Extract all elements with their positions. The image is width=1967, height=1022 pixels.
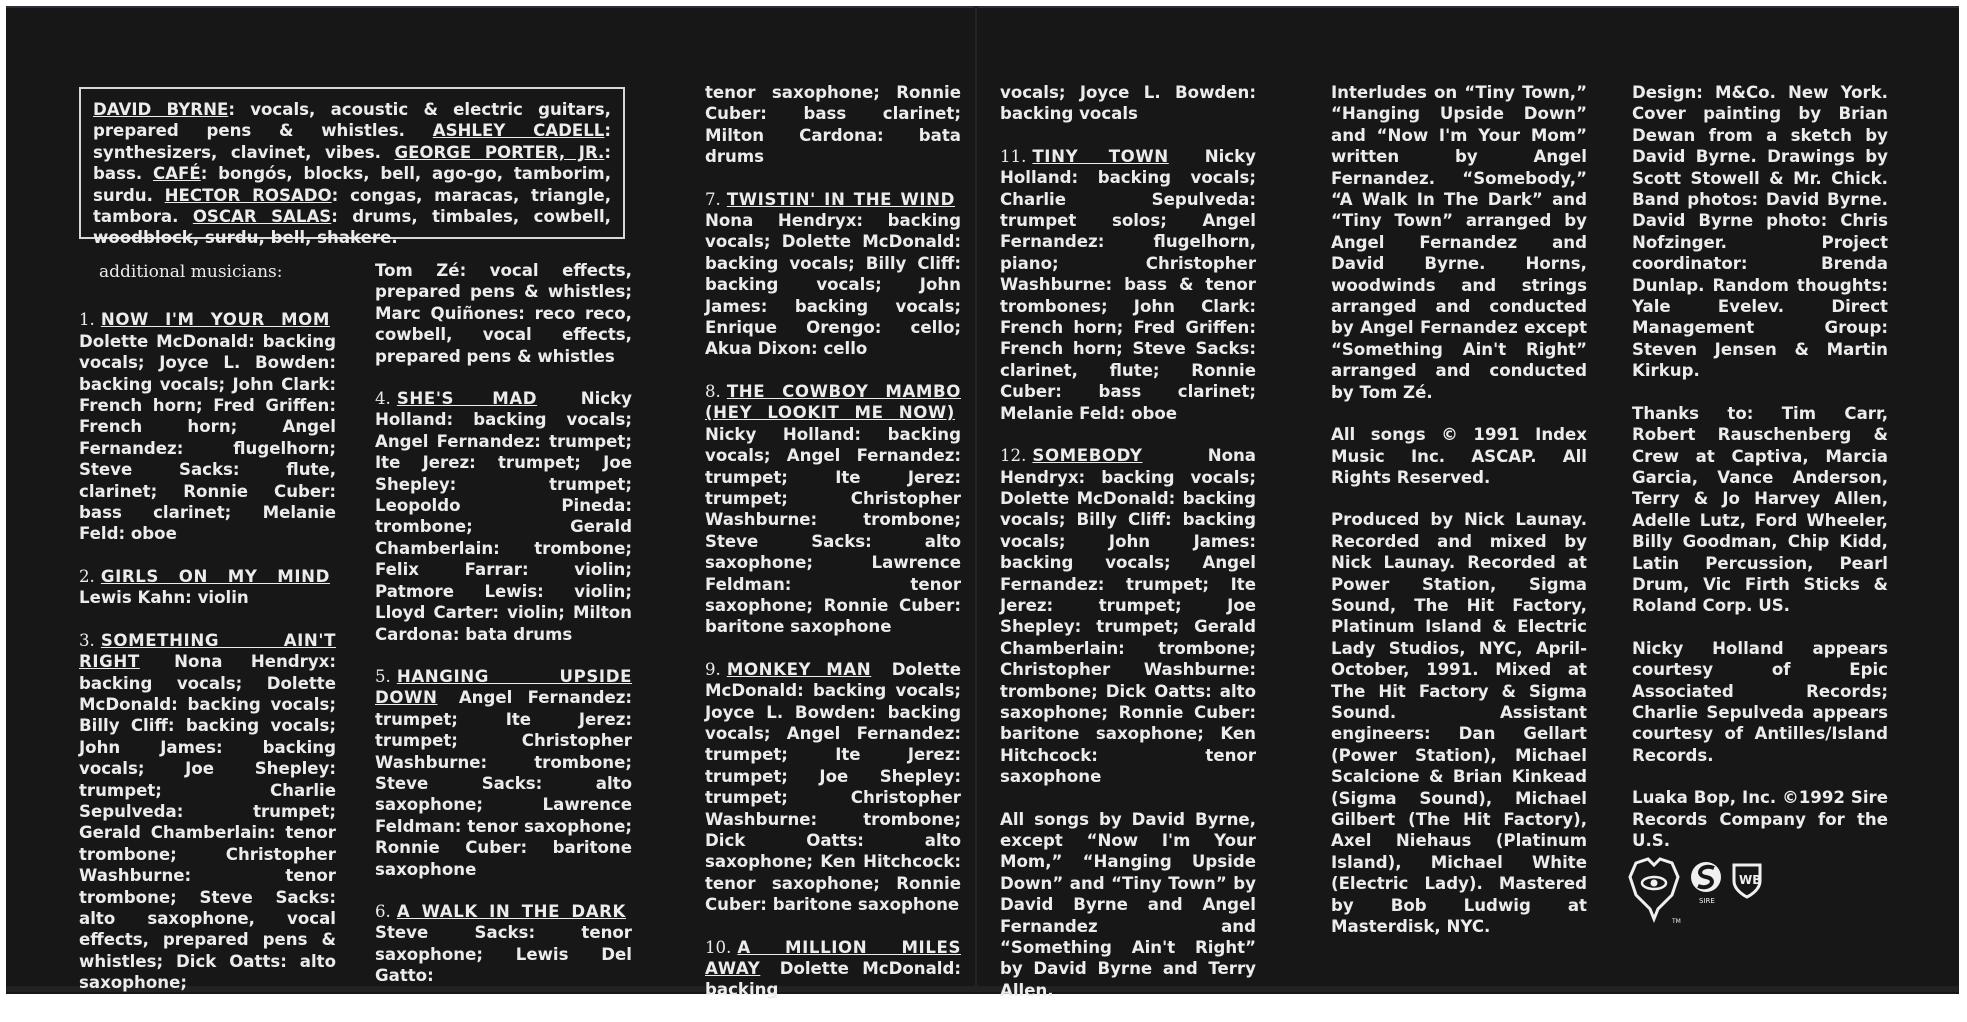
track-credit: 12. SOMEBODY Nona Hendryx: backing vocals; Dolette McDonald: backing vocals; Billy Cliff: backing vocals; John James: backing vocals; Angel Fernandez: trumpet; Ite Jerez: trumpet; Joe Shepley: trumpet; Gerald Chamberlain: trombone; Christopher Washburne: trombone; Dick Oatts: alto saxophone; Ronnie Cuber: baritone saxophone; Ken Hitchcock: tenor saxophone <box>1000 446 1256 787</box>
label-logos <box>1628 855 1768 925</box>
track-credit: 5. HANGING UPSIDE DOWN Angel Fernandez: trumpet; Ite Jerez: trumpet; Christopher Washburne: trombone; Steve Sacks: alto saxophone; Lawrence Feldman: tenor saxophone; Ronnie Cuber: baritone saxophone <box>375 666 632 879</box>
track-credit: 8. THE COWBOY MAMBO (HEY LOOKIT ME NOW) Nicky Holland: backing vocals; Angel Fernandez: trumpet; Ite Jerez: trumpet; Christopher Washburne: trombone; Steve Sacks: alto saxophone; Lawrence Feldman: tenor saxophone; Ronnie Cuber: baritone saxophone <box>705 381 961 637</box>
column-1 <box>79 262 336 1015</box>
column-4 <box>1000 82 1256 1022</box>
continued-credit: tenor saxophone; Ronnie Cuber: bass clarinet; Milton Cardona: bata drums <box>705 83 961 167</box>
musician-credit: CAFÉ: bongós, blocks, bell, ago-go, tamborim, surdu. <box>93 164 611 205</box>
column-3 <box>705 82 961 1022</box>
track-credit: 11. TINY TOWN Nicky Holland: backing vocals; Charlie Sepulveda: trumpet solos; Angel Fernandez: flugelhorn, piano; Christopher Washburne: bass & tenor trombones; John Clark: French horn; Fred Griffen: French horn; Steve Sacks: clarinet, flute; Ronnie Cuber: bass clarinet; Melanie Feld: oboe <box>1000 146 1256 423</box>
wb-shield-logo-icon <box>1734 865 1761 897</box>
musician-credit: DAVID BYRNE: vocals, acoustic & electric guitars, prepared pens & whistles. <box>93 100 611 141</box>
column-6 <box>1632 82 1888 872</box>
track-credit: 9. MONKEY MAN Dolette McDonald: backing vocals; Joyce L. Bowden: backing vocals; Angel Fernandez: trumpet; Ite Jerez: trumpet; Joe Shepley: trumpet; Christopher Washburne: trombone; Dick Oatts: alto saxophone; Ken Hitchcock: tenor saxophone; Ronnie Cuber: baritone saxophone <box>705 659 961 915</box>
musician-credit: ASHLEY CADELL: synthesizers, clavinet, vibes. <box>93 121 611 162</box>
thanks-credit: Thanks to: Tim Carr, Robert Rauschenberg & Crew at Captiva, Marcia Garcia, Vance Anderson, Terry & Jo Harvey Allen, Adelle Lutz, Ford Wheeler, Billy Goodman, Chip Kidd, Latin Percussion, Pearl Drum, Vic Firth Sticks & Roland Corp. US. <box>1632 403 1888 616</box>
column-2 <box>375 260 632 1008</box>
wb-label: WB <box>1739 873 1762 887</box>
sire-logo-icon <box>1691 862 1721 905</box>
courtesy-credit: Nicky Holland appears courtesy of Epic Associated Records; Charlie Sepulveda appears courtesy of Antilles/Island Records. <box>1632 638 1888 765</box>
production-credit: Produced by Nick Launay. Recorded and mixed by Nick Launay. Recorded at Power Station, Sigma Sound, The Hit Factory, Platinum Island & Electric Lady Studios, NYC, April-October, 1991. Mixed at The Hit Factory & Sigma Sound. Assistant engineers: Dan Gellart (Power Station), Michael Scalcione & Brian Kinkead (Sigma Sound), Michael Gilbert (The Hit Factory), Axel Niehaus (Platinum Island), Michael White (Electric Lady). Mastered by Bob Ludwig at Masterdisk, NYC. <box>1331 510 1587 937</box>
track-credit: 1. NOW I'M YOUR MOM Dolette McDonald: backing vocals; Joyce L. Bowden: backing vocals; John Clark: French horn; Fred Griffen: French horn; Angel Fernandez: flugelhorn; Steve Sacks: flute, clarinet; Ronnie Cuber: bass clarinet; Melanie Feld: oboe <box>79 310 336 544</box>
track-credit: 2. GIRLS ON MY MIND Lewis Kahn: violin <box>79 566 330 608</box>
musician-credit: OSCAR SALAS: drums, timbales, cowbell, woodblock, surdu, bell, shakere. <box>93 207 611 248</box>
copyright-credit: All songs © 1991 Index Music Inc. ASCAP. All Rights Reserved. <box>1331 425 1587 487</box>
track-credit: 6. A WALK IN THE DARK Steve Sacks: tenor saxophone; Lewis Del Gatto: <box>375 901 632 986</box>
additional-musicians-heading: additional musicians: <box>99 262 283 282</box>
arrangement-credit: Interludes on “Tiny Town,” “Hanging Upside Down” and “Now I'm Your Mom” written by Angel Fernandez. “Somebody,” “A Walk In The Dark” and “Tiny Town” arranged by Angel Fernandez and David Byrne. Horns, woodwinds and strings arranged and conducted by Angel Fernandez except “Something Ain't Right” arranged and conducted by Tom Zé. <box>1331 83 1587 402</box>
track-credit: 10. A MILLION MILES AWAY Dolette McDonald: backing <box>705 937 962 1000</box>
tm-mark: TM <box>1672 918 1681 925</box>
continued-credit: Tom Zé: vocal effects, prepared pens & whistles; Marc Quiñones: reco reco, cowbell, vocal effects, prepared pens & whistles <box>375 261 632 366</box>
track-credit: 4. SHE'S MAD Nicky Holland: backing vocals; Angel Fernandez: trumpet; Ite Jerez: trumpet; Joe Shepley: trumpet; Leopoldo Pineda: trombone; Gerald Chamberlain: trombone; Felix Farrar: violin; Patmore Lewis: violin; Lloyd Carter: violin; Milton Cardona: bata drums <box>375 389 632 644</box>
label-copyright: Luaka Bop, Inc. ©1992 Sire Records Company for the U.S. <box>1632 788 1888 850</box>
musician-credit: GEORGE PORTER, JR.: bass. <box>93 142 611 184</box>
track-credit: 3. SOMETHING AIN'T RIGHT Nona Hendryx: backing vocals; Dolette McDonald: backing vocals; Billy Cliff: backing vocals; John James: backing vocals; Joe Shepley: trumpet; Charlie Sepulveda: trumpet; Gerald Chamberlain: tenor trombone; Christopher Washburne: tenor trombone; Steve Sacks: alto saxophone, vocal effects, prepared pens & whistles; Dick Oatts: alto saxophone; <box>79 630 336 993</box>
sire-label: SIRE <box>1699 897 1715 905</box>
column-5 <box>1331 82 1587 958</box>
main-musicians-box <box>79 87 625 248</box>
luaka-bop-logo-icon <box>1630 859 1681 925</box>
musician-credit: HECTOR ROSADO: congas, maracas, triangle, tambora. <box>93 185 611 227</box>
songwriting-credit: All songs by David Byrne, except “Now I'm Your Mom,” “Hanging Upside Down” and “Tiny Town” by David Byrne and Angel Fernandez and “Something Ain't Right” by David Byrne and Terry Allen. <box>1000 809 1256 1000</box>
track-credit: 7. TWISTIN' IN THE WIND Nona Hendryx: backing vocals; Dolette McDonald: backing vocals; Billy Cliff: backing vocals; John James: backing vocals; Enrique Orengo: cello; Akua Dixon: cello <box>705 189 961 359</box>
design-credit: Design: M&Co. New York. Cover painting by Brian Dewan from a sketch by David Byrne. Drawings by Scott Stowell & Mr. Chick. Band photos: David Byrne. David Byrne photo: Chris Nofzinger. Project coordinator: Brenda Dunlap. Random thoughts: Yale Evelev. Direct Management Group: Steven Jensen & Martin Kirkup. <box>1632 83 1888 381</box>
continued-credit: vocals; Joyce L. Bowden: backing vocals <box>1000 83 1256 124</box>
center-fold <box>974 6 978 992</box>
